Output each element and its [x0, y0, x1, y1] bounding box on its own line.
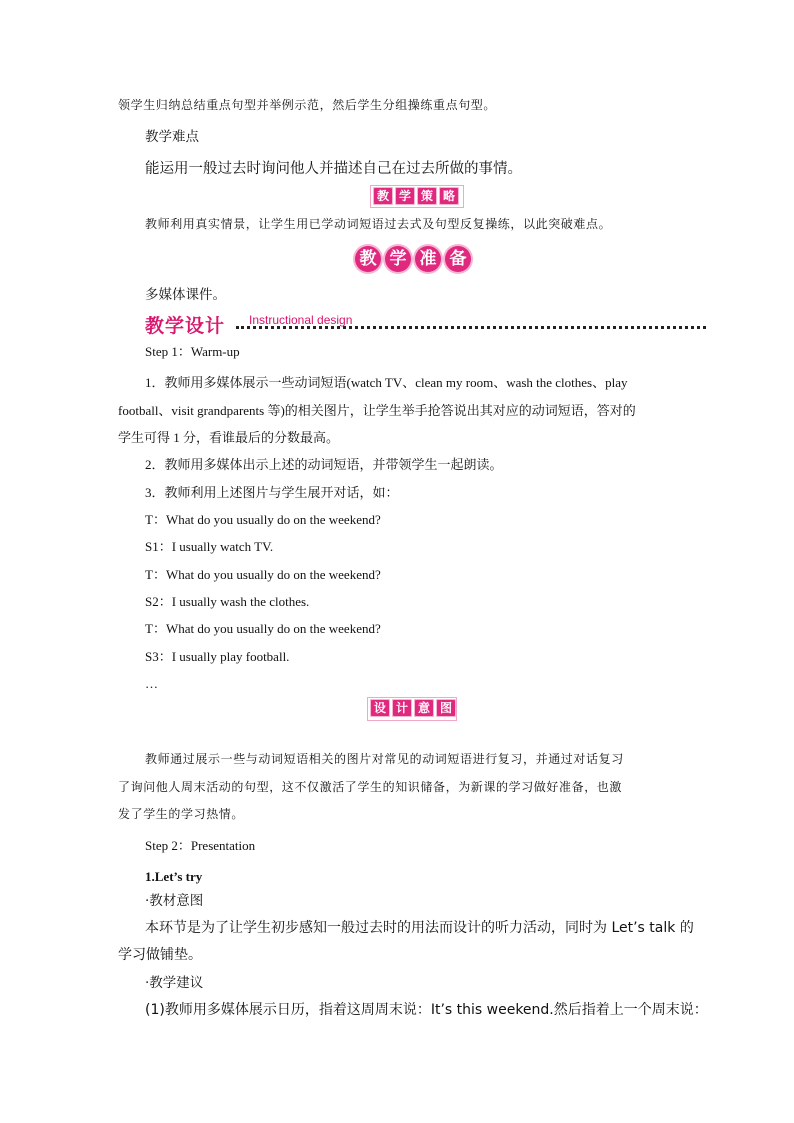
- difficulty-text: 能运用一般过去时询问他人并描述自己在过去所做的事情。: [145, 161, 522, 177]
- dialogue-line: T：What do you usually do on the weekend?: [145, 512, 381, 527]
- intent-line2: 了询问他人周末活动的句型，这不仅激活了学生的知识储备，为新课的学习做好准备，也激: [118, 780, 623, 794]
- material-intent-line1: 本环节是为了让学生初步感知一般过去时的用法而设计的听力活动，同时为 Let’s talk 的: [145, 920, 694, 936]
- dialogue-line: T：What do you usually do on the weekend?: [145, 567, 381, 582]
- badge-char: 准: [415, 246, 441, 272]
- badge-char: 学: [395, 187, 415, 205]
- teaching-suggestion-heading: ·教学建议: [145, 975, 204, 991]
- intent-line1: 教师通过展示一些与动词短语相关的图片对常见的动词短语进行复习，并通过对话复习: [145, 752, 624, 766]
- badge-char: 设: [370, 699, 390, 717]
- dialogue-line: S1：I usually watch TV.: [145, 539, 274, 554]
- prep-badge: [355, 246, 471, 272]
- dialogue-ellipsis: …: [145, 676, 158, 691]
- badge-char: 教: [373, 187, 393, 205]
- section-divider: [236, 326, 706, 329]
- strategy-badge: [373, 187, 459, 205]
- paragraph-continuation: 领学生归纳总结重点句型并举例示范，然后学生分组操练重点句型。: [118, 98, 497, 112]
- lets-try-heading: 1.Let’s try: [145, 869, 203, 884]
- step1-heading: Step 1：Warm-up: [145, 344, 240, 359]
- step1-item3: 3．教师利用上述图片与学生展开对话，如：: [145, 485, 399, 500]
- badge-char: 意: [414, 699, 434, 717]
- step2-heading: Step 2：Presentation: [145, 838, 256, 853]
- teaching-suggestion-line1: (1)教师用多媒体展示日历，指着这周周末说：It’s this weekend.然后指着上一个周末说：: [145, 1002, 708, 1018]
- dialogue-line: S3：I usually play football.: [145, 649, 290, 664]
- badge-char: 计: [392, 699, 412, 717]
- dialogue-line: T：What do you usually do on the weekend?: [145, 621, 381, 636]
- difficulty-heading: 教学难点: [145, 129, 199, 145]
- step1-item1-line2: football、visit grandparents 等)的相关图片，让学生举手抢答说出其对应的动词短语，答对的: [118, 403, 636, 418]
- prep-text: 多媒体课件。: [145, 287, 226, 303]
- badge-char: 图: [436, 699, 456, 717]
- material-intent-heading: ·教材意图: [145, 893, 204, 909]
- step1-item1-line1: 1．教师用多媒体展示一些动词短语(watch TV、clean my room、wash the clothes、play: [145, 375, 628, 390]
- badge-char: 略: [439, 187, 459, 205]
- badge-char: 学: [385, 246, 411, 272]
- dialogue-line: S2：I usually wash the clothes.: [145, 594, 310, 609]
- intent-line3: 发了学生的学习热情。: [118, 807, 245, 821]
- material-intent-line2: 学习做铺垫。: [118, 947, 202, 963]
- step1-item2: 2．教师用多媒体出示上述的动词短语，并带领学生一起朗读。: [145, 457, 503, 472]
- section-title: 教学设计: [145, 315, 226, 337]
- step1-item1-line3: 学生可得 1 分，看谁最后的分数最高。: [118, 430, 340, 445]
- section-title-en: Instructional design: [249, 313, 353, 327]
- badge-char: 教: [355, 246, 381, 272]
- badge-char: 策: [417, 187, 437, 205]
- strategy-text: 教师利用真实情景，让学生用已学动词短语过去式及句型反复操练，以此突破难点。: [145, 217, 612, 231]
- badge-char: 备: [445, 246, 471, 272]
- intent-badge: [370, 699, 456, 717]
